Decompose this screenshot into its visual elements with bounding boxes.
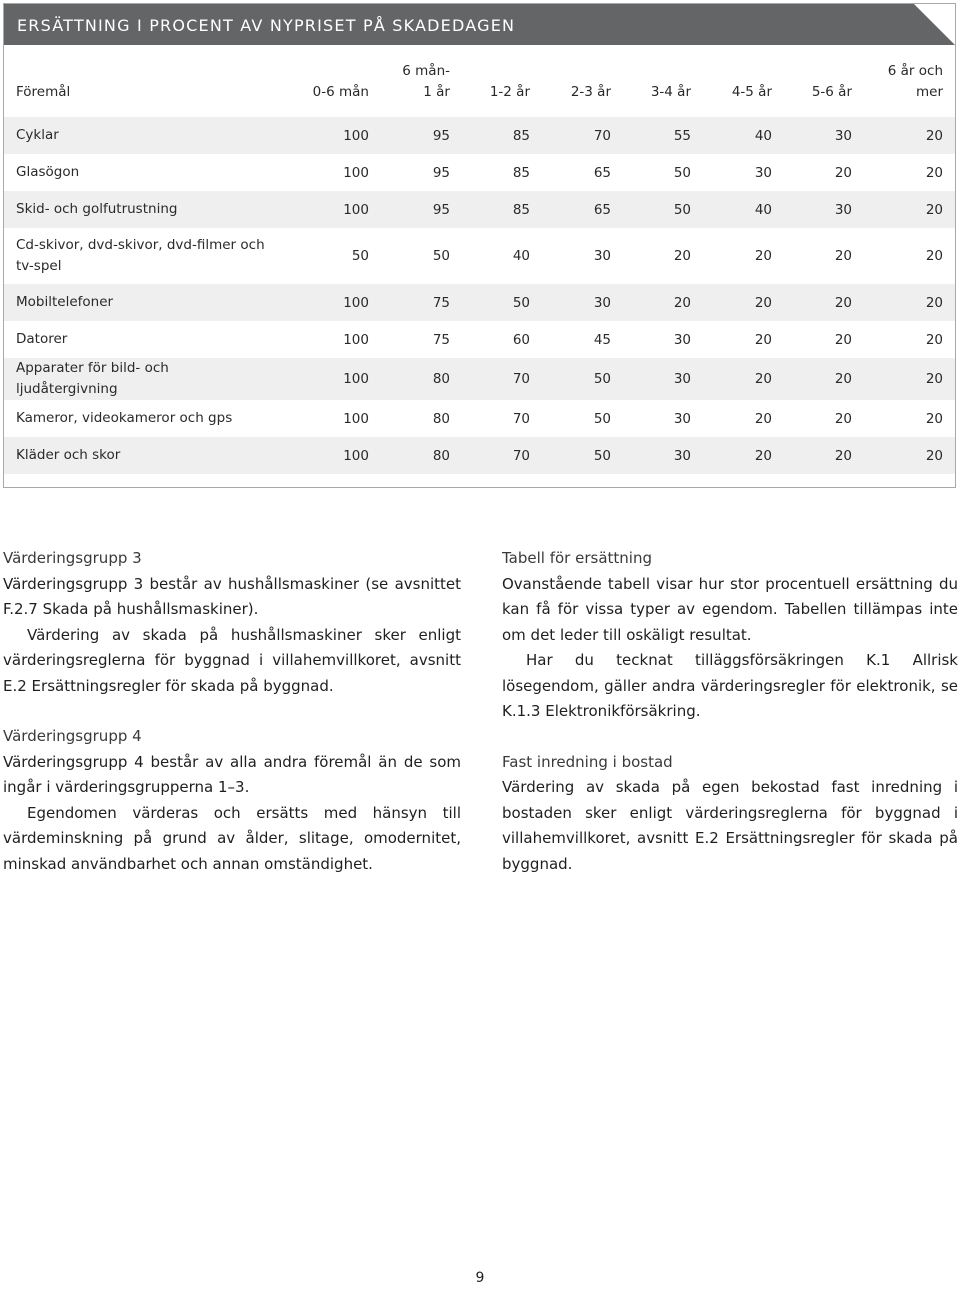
title-bar-corner-cut [914,4,955,45]
percent-cell: 30 [834,127,852,144]
percent-cell: 20 [925,371,943,387]
paragraph-fast-inredning: Värdering av skada på egen bekostad fast inredning i bostaden sker enligt värderingsreglerna för byggnad i villahemvillkoret, avsnitt E.2 Ersättningsregler för skada på byggnad. [502,778,958,873]
percent-cell: 70 [512,410,530,427]
compensation-table-panel [3,3,956,488]
percent-cell: 20 [754,294,772,311]
row-item-label: Cyklar [16,127,59,143]
percent-cell: 40 [754,201,772,218]
column-header-age: 2-3 år [570,84,611,100]
percent-cell: 80 [432,410,450,427]
compensation-table [4,45,955,474]
percent-cell: 95 [432,127,450,144]
percent-cell: 85 [512,127,530,144]
column-header-age: 4-5 år [731,84,772,100]
percent-cell: 75 [432,294,450,311]
table-row [4,154,955,191]
percent-cell: 20 [673,294,691,311]
row-item-label: Apparater för bild- och ljudåtergivning [16,360,169,397]
percent-cell: 20 [925,201,943,218]
percent-cell: 20 [834,371,852,387]
percent-cell: 50 [351,248,369,264]
column-header-age: 6 mån- 1 år [402,63,450,100]
percent-cell: 80 [432,447,450,464]
percent-cell: 20 [925,164,943,181]
row-item-label: Kläder och skor [16,447,121,463]
percent-cell: 100 [343,447,369,464]
table-row [4,400,955,437]
percent-cell: 20 [925,410,943,427]
percent-cell: 100 [343,331,369,348]
percent-cell: 30 [673,331,691,348]
percent-cell: 20 [754,371,772,387]
percent-cell: 70 [512,371,530,387]
table-row [4,228,955,284]
percent-cell: 20 [673,248,691,264]
percent-cell: 50 [432,248,450,264]
heading-varderingsgrupp-4: Värderingsgrupp 4 [3,727,142,745]
paragraph-varderingsgrupp-4: Värderingsgrupp 4 består av alla andra föremål än de som ingår i värderingsgrupperna 1–3. [3,752,461,796]
page-number: 9 [475,1270,485,1286]
percent-cell: 100 [343,294,369,311]
percent-cell: 85 [512,201,530,218]
left-text-column [3,546,461,877]
paragraph-vardeminskning: Egendomen värderas och ersätts med hänsyn till värdeminskning på grund av ålder, slitage, omodernitet, minskad användbarhet och annan omständighet. [3,803,461,873]
table-row [4,191,955,228]
heading-tabell-for-ersattning: Tabell för ersättning [502,549,652,567]
percent-cell: 30 [593,248,611,264]
percent-cell: 20 [834,447,852,464]
percent-cell: 95 [432,164,450,181]
column-header-age: 3-4 år [650,84,691,100]
percent-cell: 50 [673,164,691,181]
table-title-bar [4,4,955,45]
percent-cell: 100 [343,410,369,427]
percent-cell: 20 [834,164,852,181]
percent-cell: 40 [754,127,772,144]
percent-cell: 50 [512,294,530,311]
percent-cell: 70 [512,447,530,464]
percent-cell: 100 [343,371,369,387]
percent-cell: 20 [925,447,943,464]
percent-cell: 20 [834,410,852,427]
table-body [4,117,955,474]
percent-cell: 40 [512,248,530,264]
percent-cell: 80 [432,371,450,387]
paragraph-tabell: Ovanstående tabell visar hur stor procentuell ersättning du kan få för vissa typer av egendom. Tabellen tillämpas inte om det leder till oskäligt resultat. [502,574,958,644]
percent-cell: 85 [512,164,530,181]
column-header-age: 6 år och mer [887,63,943,100]
percent-cell: 20 [925,127,943,144]
percent-cell: 100 [343,201,369,218]
percent-cell: 30 [593,294,611,311]
percent-cell: 20 [925,248,943,264]
percent-cell: 100 [343,127,369,144]
row-item-label: Kameror, videokameror och gps [16,410,233,426]
percent-cell: 30 [834,201,852,218]
column-header-age: 1-2 år [489,84,530,100]
percent-cell: 20 [834,294,852,311]
paragraph-varderingsgrupp-3: Värderingsgrupp 3 består av hushållsmaskiner (se avsnittet F.2.7 Skada på hushållsmaskiner). [3,574,461,618]
row-item-label: Skid- och golfutrustning [16,201,178,217]
heading-varderingsgrupp-3: Värderingsgrupp 3 [3,549,142,567]
row-item-label: Cd-skivor, dvd-skivor, dvd-filmer och tv-spel [16,237,265,274]
column-header-age: 0-6 mån [312,84,369,100]
percent-cell: 70 [593,127,611,144]
percent-cell: 20 [834,248,852,264]
table-row [4,284,955,321]
percent-cell: 20 [925,294,943,311]
percent-cell: 60 [512,331,530,348]
percent-cell: 30 [673,371,691,387]
table-header-row [4,45,955,117]
percent-cell: 95 [432,201,450,218]
heading-fast-inredning: Fast inredning i bostad [502,752,673,771]
right-text-column [502,546,958,877]
table-title: ERSÄTTNING I PROCENT AV NYPRISET PÅ SKADEDAGEN [17,16,516,35]
percent-cell: 75 [432,331,450,348]
row-item-label: Mobiltelefoner [16,294,114,310]
percent-cell: 20 [834,331,852,348]
paragraph-hushallsmaskiner: Värdering av skada på hushållsmaskiner sker enligt värderingsreglerna för byggnad i villahemvillkoret, avsnitt E.2 Ersättningsregler för skada på byggnad. [3,625,461,695]
percent-cell: 20 [754,447,772,464]
row-item-label: Datorer [16,331,68,347]
percent-cell: 50 [593,371,611,387]
percent-cell: 45 [593,331,611,348]
percent-cell: 30 [673,447,691,464]
table-row [4,437,955,474]
percent-cell: 65 [593,201,611,218]
percent-cell: 50 [593,410,611,427]
table-row [4,321,955,358]
table-row [4,117,955,154]
percent-cell: 55 [673,127,691,144]
percent-cell: 20 [754,248,772,264]
percent-cell: 20 [925,331,943,348]
column-header-age: 5-6 år [811,84,852,100]
percent-cell: 20 [754,331,772,348]
percent-cell: 30 [754,164,772,181]
row-item-label: Glasögon [16,164,80,180]
column-header-item: Föremål [16,84,71,100]
table-row [4,358,955,400]
percent-cell: 30 [673,410,691,427]
paragraph-allrisk: Har du tecknat tilläggsförsäkringen K.1 Allrisk lösegendom, gäller andra värderingsregler för elektronik, se K.1.3 Elektronikförsäkring. [502,651,958,720]
percent-cell: 20 [754,410,772,427]
percent-cell: 100 [343,164,369,181]
percent-cell: 50 [593,447,611,464]
percent-cell: 65 [593,164,611,181]
percent-cell: 50 [673,201,691,218]
table-header [4,45,955,117]
